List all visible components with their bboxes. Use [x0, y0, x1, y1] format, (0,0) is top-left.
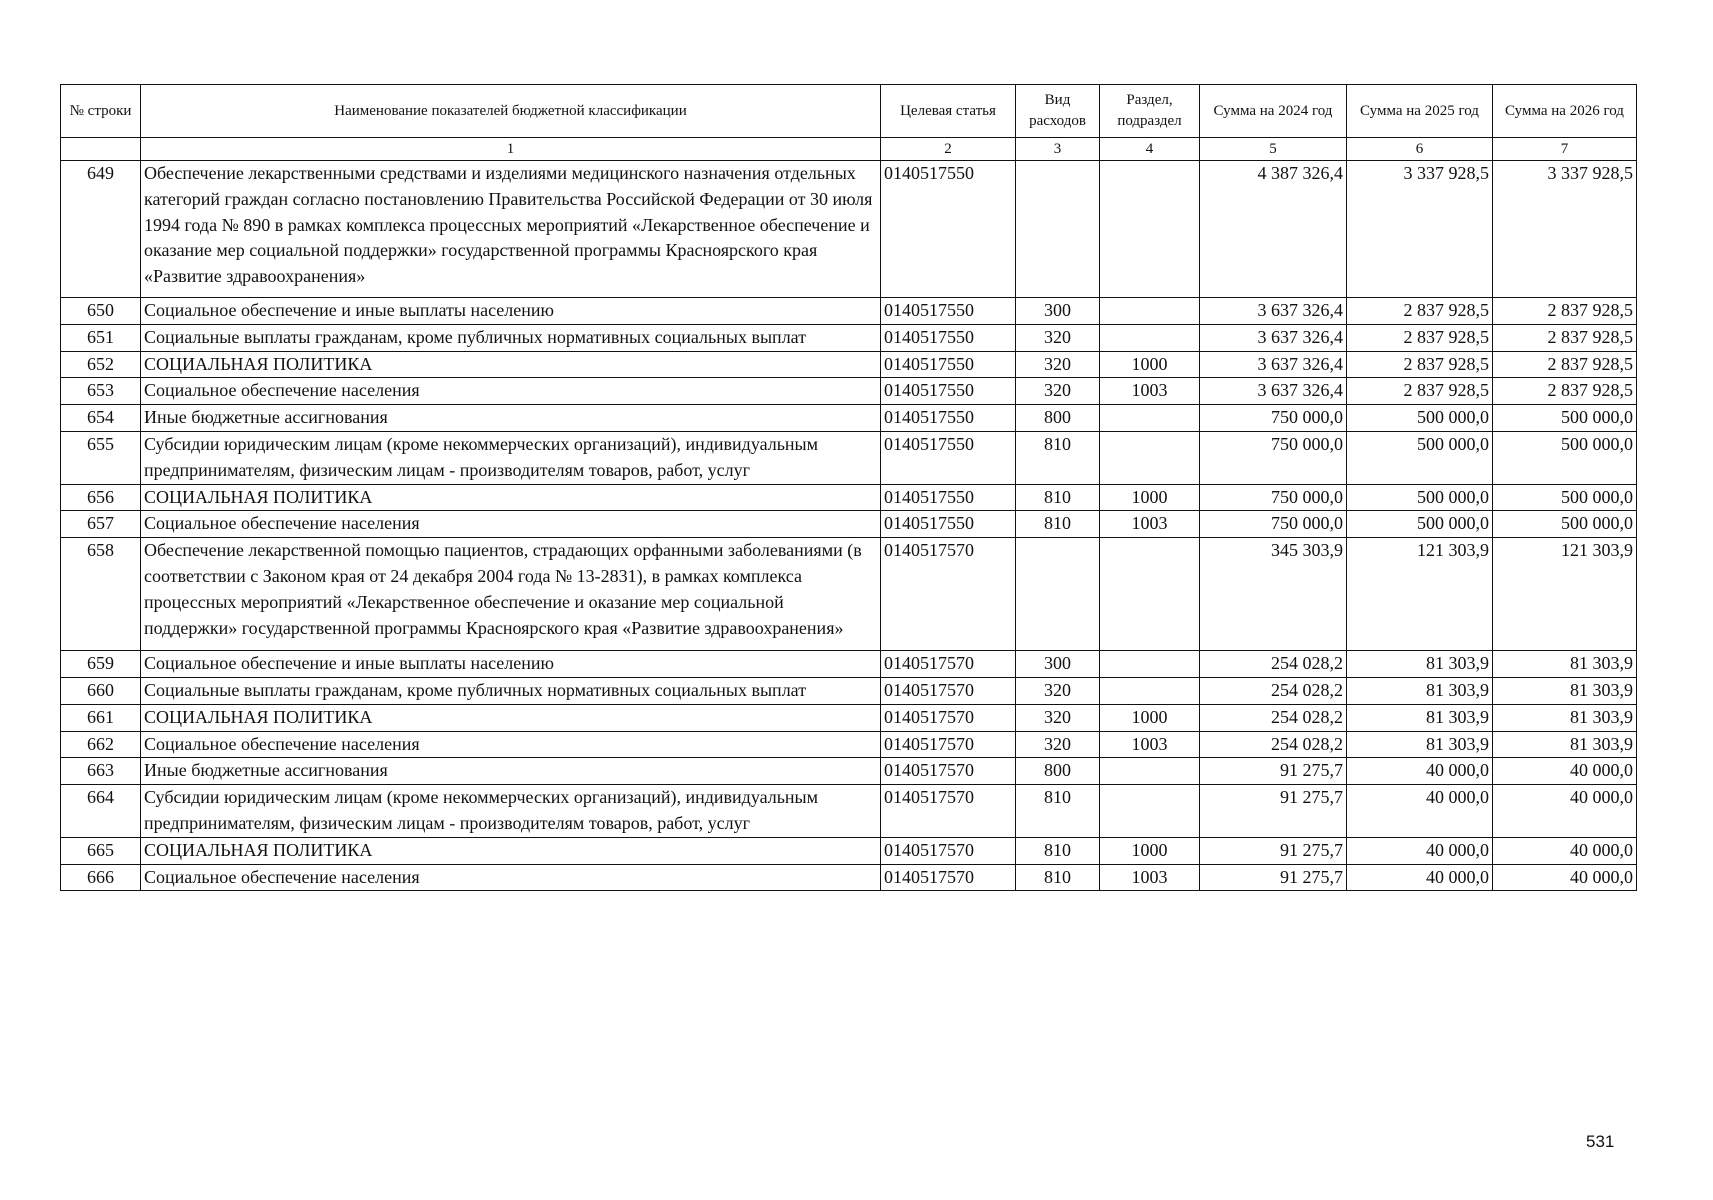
row-number-cell: 650: [61, 298, 141, 325]
row-number-cell: 651: [61, 324, 141, 351]
sum-2024-cell: 750 000,0: [1200, 405, 1347, 432]
target-article-cell: 0140517570: [881, 731, 1016, 758]
section-cell: 1000: [1100, 484, 1200, 511]
section-cell: 1000: [1100, 351, 1200, 378]
sum-2024-cell: 750 000,0: [1200, 484, 1347, 511]
sum-2025-cell: 81 303,9: [1347, 677, 1493, 704]
sum-2025-cell: 81 303,9: [1347, 731, 1493, 758]
row-number-cell: 665: [61, 837, 141, 864]
sum-2025-cell: 2 837 928,5: [1347, 324, 1493, 351]
expense-type-cell: 320: [1016, 324, 1100, 351]
target-article-cell: 0140517570: [881, 677, 1016, 704]
sum-2025-cell: 500 000,0: [1347, 431, 1493, 484]
page-number: 531: [1586, 1132, 1615, 1151]
table-row: [61, 405, 1637, 432]
indicator-name-cell: Социальное обеспечение населения: [141, 511, 881, 538]
target-article-cell: 0140517550: [881, 351, 1016, 378]
indicator-name-cell: СОЦИАЛЬНАЯ ПОЛИТИКА: [141, 704, 881, 731]
column-number: 7: [1493, 138, 1637, 161]
expense-type-cell: 300: [1016, 651, 1100, 678]
sum-2026-cell: 2 837 928,5: [1493, 351, 1637, 378]
sum-2024-cell: 91 275,7: [1200, 837, 1347, 864]
expense-type-cell: 810: [1016, 837, 1100, 864]
indicator-name-cell: СОЦИАЛЬНАЯ ПОЛИТИКА: [141, 837, 881, 864]
sum-2026-cell: 2 837 928,5: [1493, 298, 1637, 325]
column-number: 3: [1016, 138, 1100, 161]
expense-type-cell: 810: [1016, 785, 1100, 838]
expense-type-cell: 810: [1016, 511, 1100, 538]
sum-2024-cell: 3 637 326,4: [1200, 378, 1347, 405]
sum-2025-cell: 40 000,0: [1347, 864, 1493, 891]
expense-type-cell: 300: [1016, 298, 1100, 325]
section-cell: [1100, 324, 1200, 351]
indicator-name-cell: Субсидии юридическим лицам (кроме некоммерческих организаций), индивидуальным предпринимателям, физическим лицам - производителям товаров, работ, услуг: [141, 431, 881, 484]
column-number: 4: [1100, 138, 1200, 161]
table-row: [61, 161, 1637, 298]
sum-2024-cell: 3 637 326,4: [1200, 324, 1347, 351]
row-number-cell: 656: [61, 484, 141, 511]
row-number-cell: 661: [61, 704, 141, 731]
row-number-cell: 657: [61, 511, 141, 538]
row-number-cell: 660: [61, 677, 141, 704]
sum-2025-cell: 2 837 928,5: [1347, 378, 1493, 405]
section-cell: 1003: [1100, 511, 1200, 538]
target-article-cell: 0140517550: [881, 431, 1016, 484]
target-article-cell: 0140517570: [881, 538, 1016, 651]
sum-2024-cell: 254 028,2: [1200, 704, 1347, 731]
row-number-cell: 666: [61, 864, 141, 891]
sum-2026-cell: 500 000,0: [1493, 431, 1637, 484]
row-number-cell: 655: [61, 431, 141, 484]
sum-2026-cell: 40 000,0: [1493, 758, 1637, 785]
sum-2025-cell: 121 303,9: [1347, 538, 1493, 651]
sum-2026-cell: 121 303,9: [1493, 538, 1637, 651]
sum-2024-cell: 3 637 326,4: [1200, 298, 1347, 325]
expense-type-cell: [1016, 161, 1100, 298]
table-row: [61, 704, 1637, 731]
sum-2024-cell: 750 000,0: [1200, 511, 1347, 538]
section-cell: [1100, 538, 1200, 651]
sum-2025-cell: 500 000,0: [1347, 511, 1493, 538]
row-number-cell: 658: [61, 538, 141, 651]
row-number-cell: 649: [61, 161, 141, 298]
target-article-cell: 0140517550: [881, 511, 1016, 538]
table-row: [61, 677, 1637, 704]
section-cell: [1100, 431, 1200, 484]
sum-2025-cell: 2 837 928,5: [1347, 298, 1493, 325]
sum-2025-cell: 2 837 928,5: [1347, 351, 1493, 378]
target-article-cell: 0140517550: [881, 405, 1016, 432]
row-number-cell: 663: [61, 758, 141, 785]
indicator-name-cell: Социальные выплаты гражданам, кроме публичных нормативных социальных выплат: [141, 324, 881, 351]
sum-2026-cell: 81 303,9: [1493, 704, 1637, 731]
sum-2026-cell: 500 000,0: [1493, 484, 1637, 511]
row-number-cell: 652: [61, 351, 141, 378]
expense-type-cell: 320: [1016, 378, 1100, 405]
indicator-name-cell: Социальное обеспечение населения: [141, 731, 881, 758]
section-cell: 1000: [1100, 837, 1200, 864]
table-row: [61, 785, 1637, 838]
section-cell: [1100, 298, 1200, 325]
section-cell: [1100, 785, 1200, 838]
target-article-cell: 0140517570: [881, 785, 1016, 838]
sum-2024-cell: 4 387 326,4: [1200, 161, 1347, 298]
section-cell: [1100, 651, 1200, 678]
sum-2026-cell: 3 337 928,5: [1493, 161, 1637, 298]
sum-2026-cell: 81 303,9: [1493, 731, 1637, 758]
column-number-row: [61, 138, 1637, 161]
indicator-name-cell: Социальное обеспечение и иные выплаты населению: [141, 651, 881, 678]
section-cell: 1003: [1100, 864, 1200, 891]
row-number-cell: 653: [61, 378, 141, 405]
table-row: [61, 351, 1637, 378]
section-cell: 1003: [1100, 378, 1200, 405]
table-row: [61, 731, 1637, 758]
expense-type-cell: 810: [1016, 484, 1100, 511]
sum-2025-cell: 3 337 928,5: [1347, 161, 1493, 298]
indicator-name-cell: Социальное обеспечение и иные выплаты населению: [141, 298, 881, 325]
sum-2025-cell: 81 303,9: [1347, 651, 1493, 678]
sum-2026-cell: 40 000,0: [1493, 837, 1637, 864]
section-cell: [1100, 677, 1200, 704]
table-row: [61, 324, 1637, 351]
sum-2026-cell: 81 303,9: [1493, 651, 1637, 678]
target-article-cell: 0140517550: [881, 484, 1016, 511]
section-cell: [1100, 405, 1200, 432]
expense-type-cell: [1016, 538, 1100, 651]
sum-2026-cell: 2 837 928,5: [1493, 324, 1637, 351]
sum-2026-cell: 40 000,0: [1493, 864, 1637, 891]
sum-2025-cell: 40 000,0: [1347, 785, 1493, 838]
expense-type-cell: 810: [1016, 431, 1100, 484]
table-row: [61, 431, 1637, 484]
header-sum-2025: Сумма на 2025 год: [1347, 85, 1493, 138]
sum-2024-cell: 91 275,7: [1200, 758, 1347, 785]
section-cell: [1100, 161, 1200, 298]
indicator-name-cell: Иные бюджетные ассигнования: [141, 405, 881, 432]
target-article-cell: 0140517550: [881, 161, 1016, 298]
table-header-row: [61, 85, 1637, 138]
column-number: 5: [1200, 138, 1347, 161]
column-number: 1: [141, 138, 881, 161]
sum-2025-cell: 500 000,0: [1347, 405, 1493, 432]
row-number-cell: 654: [61, 405, 141, 432]
sum-2025-cell: 40 000,0: [1347, 758, 1493, 785]
budget-table: [60, 84, 1637, 891]
indicator-name-cell: Социальное обеспечение населения: [141, 378, 881, 405]
expense-type-cell: 320: [1016, 731, 1100, 758]
column-number-blank: [61, 138, 141, 161]
target-article-cell: 0140517570: [881, 837, 1016, 864]
header-row-number: № строки: [61, 85, 141, 138]
indicator-name-cell: Социальные выплаты гражданам, кроме публичных нормативных социальных выплат: [141, 677, 881, 704]
sum-2026-cell: 81 303,9: [1493, 677, 1637, 704]
target-article-cell: 0140517570: [881, 864, 1016, 891]
row-number-cell: 662: [61, 731, 141, 758]
table-row: [61, 651, 1637, 678]
header-expense-type: Вид расходов: [1016, 85, 1100, 138]
section-cell: 1000: [1100, 704, 1200, 731]
sum-2024-cell: 91 275,7: [1200, 785, 1347, 838]
table-row: [61, 758, 1637, 785]
indicator-name-cell: Обеспечение лекарственной помощью пациентов, страдающих орфанными заболеваниями (в соответствии с Законом края от 24 декабря 2004 года № 13-2831), в рамках комплекса процессных мероприятий «Лекарственное обеспечение и оказание мер социальной поддержки» государственной программы Красноярского края «Развитие здравоохранения»: [141, 538, 881, 651]
table-row: [61, 484, 1637, 511]
indicator-name-cell: СОЦИАЛЬНАЯ ПОЛИТИКА: [141, 351, 881, 378]
sum-2025-cell: 81 303,9: [1347, 704, 1493, 731]
target-article-cell: 0140517550: [881, 324, 1016, 351]
target-article-cell: 0140517570: [881, 651, 1016, 678]
sum-2024-cell: 91 275,7: [1200, 864, 1347, 891]
indicator-name-cell: Обеспечение лекарственными средствами и изделиями медицинского назначения отдельных категорий граждан согласно постановлению Правительства Российской Федерации от 30 июля 1994 года № 890 в рамках комплекса процессных мероприятий «Лекарственное обеспечение и оказание мер социальной поддержки» государственной программы Красноярского края «Развитие здравоохранения»: [141, 161, 881, 298]
sum-2024-cell: 345 303,9: [1200, 538, 1347, 651]
expense-type-cell: 320: [1016, 351, 1100, 378]
target-article-cell: 0140517570: [881, 758, 1016, 785]
indicator-name-cell: Субсидии юридическим лицам (кроме некоммерческих организаций), индивидуальным предпринимателям, физическим лицам - производителям товаров, работ, услуг: [141, 785, 881, 838]
expense-type-cell: 320: [1016, 677, 1100, 704]
table-row: [61, 298, 1637, 325]
table-row: [61, 864, 1637, 891]
sum-2026-cell: 40 000,0: [1493, 785, 1637, 838]
expense-type-cell: 320: [1016, 704, 1100, 731]
sum-2024-cell: 750 000,0: [1200, 431, 1347, 484]
sum-2026-cell: 2 837 928,5: [1493, 378, 1637, 405]
indicator-name-cell: СОЦИАЛЬНАЯ ПОЛИТИКА: [141, 484, 881, 511]
column-number: 2: [881, 138, 1016, 161]
sum-2025-cell: 500 000,0: [1347, 484, 1493, 511]
header-sum-2026: Сумма на 2026 год: [1493, 85, 1637, 138]
section-cell: 1003: [1100, 731, 1200, 758]
sum-2026-cell: 500 000,0: [1493, 511, 1637, 538]
table-row: [61, 837, 1637, 864]
header-target-article: Целевая статья: [881, 85, 1016, 138]
column-number: 6: [1347, 138, 1493, 161]
table-row: [61, 538, 1637, 651]
expense-type-cell: 810: [1016, 864, 1100, 891]
section-cell: [1100, 758, 1200, 785]
target-article-cell: 0140517550: [881, 378, 1016, 405]
sum-2024-cell: 254 028,2: [1200, 731, 1347, 758]
header-sum-2024: Сумма на 2024 год: [1200, 85, 1347, 138]
target-article-cell: 0140517550: [881, 298, 1016, 325]
sum-2026-cell: 500 000,0: [1493, 405, 1637, 432]
indicator-name-cell: Социальное обеспечение населения: [141, 864, 881, 891]
sum-2024-cell: 254 028,2: [1200, 677, 1347, 704]
table-row: [61, 511, 1637, 538]
table-row: [61, 378, 1637, 405]
expense-type-cell: 800: [1016, 758, 1100, 785]
sum-2024-cell: 3 637 326,4: [1200, 351, 1347, 378]
header-section: Раздел, подраздел: [1100, 85, 1200, 138]
sum-2024-cell: 254 028,2: [1200, 651, 1347, 678]
expense-type-cell: 800: [1016, 405, 1100, 432]
target-article-cell: 0140517570: [881, 704, 1016, 731]
row-number-cell: 664: [61, 785, 141, 838]
sum-2025-cell: 40 000,0: [1347, 837, 1493, 864]
row-number-cell: 659: [61, 651, 141, 678]
header-name: Наименование показателей бюджетной классификации: [141, 85, 881, 138]
indicator-name-cell: Иные бюджетные ассигнования: [141, 758, 881, 785]
table-body: [61, 161, 1637, 891]
